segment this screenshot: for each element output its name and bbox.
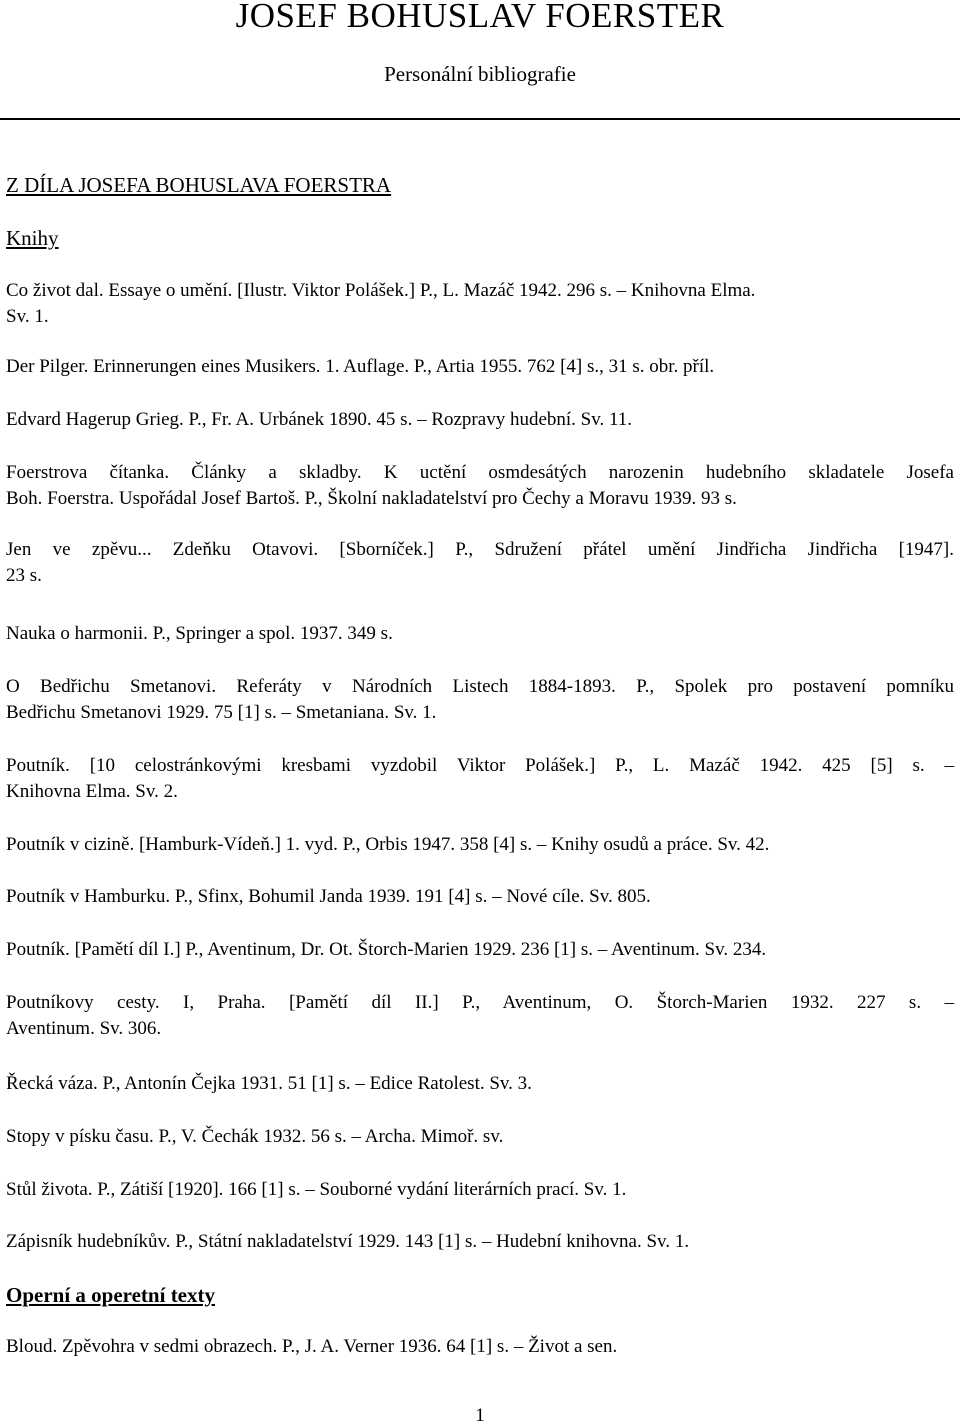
entry-line: Bloud. Zpěvohra v sedmi obrazech. P., J. A. Verner 1936. 64 [1] s. – Život a sen. (6, 1336, 618, 1357)
entry-line: Jen ve zpěvu... Zdeňku Otavovi. [Sborníček.] P., Sdružení přátel umění Jindřicha Jindřicha [1947]. (6, 539, 954, 560)
book-entry (6, 354, 954, 380)
entry-line: 23 s. (6, 565, 42, 586)
book-entry (6, 407, 954, 433)
entry-line: Zápisník hudebníkův. P., Státní nakladatelství 1929. 143 [1] s. – Hudební knihovna. Sv. 1. (6, 1231, 690, 1252)
entry-line: Nauka o harmonii. P., Springer a spol. 1937. 349 s. (6, 623, 393, 644)
entry-line: Stopy v písku času. P., V. Čechák 1932. 56 s. – Archa. Mimoř. sv. (6, 1126, 504, 1147)
entry-line: Stůl života. P., Zátiší [1920]. 166 [1] s. – Souborné vydání literárních prací. Sv. 1. (6, 1179, 627, 1200)
entry-line: Řecká váza. P., Antonín Čejka 1931. 51 [1] s. – Edice Ratolest. Sv. 3. (6, 1073, 532, 1094)
entry-line: Sv. 1. (6, 306, 49, 327)
entry-line: Aventinum. Sv. 306. (6, 1018, 162, 1039)
book-entry (6, 278, 954, 330)
entry-line: Poutníkovy cesty. I, Praha. [Pamětí díl II.] P., Aventinum, O. Štorch-Marien 1932. 227 s. – (6, 992, 954, 1013)
entry-line: Bedřichu Smetanovi 1929. 75 [1] s. – Smetaniana. Sv. 1. (6, 702, 437, 723)
book-entry (6, 537, 954, 589)
book-entry (6, 1229, 954, 1255)
entry-line: Foerstrova čítanka. Články a skladby. K uctění osmdesátých narozenin hudebního skladatele Josefa (6, 462, 954, 483)
title-divider (0, 118, 960, 120)
entry-line: Boh. Foerstra. Uspořádal Josef Bartoš. P., Školní nakladatelství pro Čechy a Moravu 1939. 93 s. (6, 488, 737, 509)
entry-line: Poutník v Hamburku. P., Sfinx, Bohumil Janda 1939. 191 [4] s. – Nové cíle. Sv. 805. (6, 886, 651, 907)
book-entry (6, 832, 954, 858)
book-entry (6, 674, 954, 726)
entry-line: Poutník. [Pamětí díl I.] P., Aventinum, Dr. Ot. Štorch-Marien 1929. 236 [1] s. – Aventinum. Sv. 234. (6, 939, 767, 960)
book-entry (6, 753, 954, 805)
book-entry (6, 1177, 954, 1203)
document-subtitle: Personální bibliografie (384, 62, 576, 86)
entry-line: Co život dal. Essaye o umění. [Ilustr. Viktor Polášek.] P., L. Mazáč 1942. 296 s. – Knihovna Elma. (6, 280, 756, 301)
book-entry (6, 1124, 954, 1150)
book-entry (6, 884, 954, 910)
entry-line: O Bedřichu Smetanovi. Referáty v Národních Listech 1884-1893. P., Spolek pro postavení pomníku (6, 676, 954, 697)
entry-line: Der Pilger. Erinnerungen eines Musikers. 1. Auflage. P., Artia 1955. 762 [4] s., 31 s. obr. příl. (6, 356, 715, 377)
section-heading: Z DÍLA JOSEFA BOHUSLAVA FOERSTRA (6, 173, 392, 197)
page-number: 1 (475, 1405, 485, 1426)
book-entry (6, 1071, 954, 1097)
entry-line: Edvard Hagerup Grieg. P., Fr. A. Urbánek 1890. 45 s. – Rozpravy hudební. Sv. 11. (6, 409, 633, 430)
book-entry (6, 460, 954, 512)
book-entry (6, 990, 954, 1042)
book-entry (6, 621, 954, 647)
entry-line: Poutník v cizině. [Hamburk-Vídeň.] 1. vyd. P., Orbis 1947. 358 [4] s. – Knihy osudů a práce. Sv. 42. (6, 834, 770, 855)
book-entry (6, 937, 954, 963)
entry-line: Knihovna Elma. Sv. 2. (6, 781, 178, 802)
entry-line: Poutník. [10 celostránkovými kresbami vyzdobil Viktor Polášek.] P., L. Mazáč 1942. 425 [5] s. – (6, 755, 954, 776)
opera-entry (6, 1334, 954, 1360)
books-heading: Knihy (6, 226, 59, 250)
opera-heading: Operní a operetní texty (6, 1283, 215, 1307)
document-title: JOSEF BOHUSLAV FOERSTER (235, 0, 725, 35)
